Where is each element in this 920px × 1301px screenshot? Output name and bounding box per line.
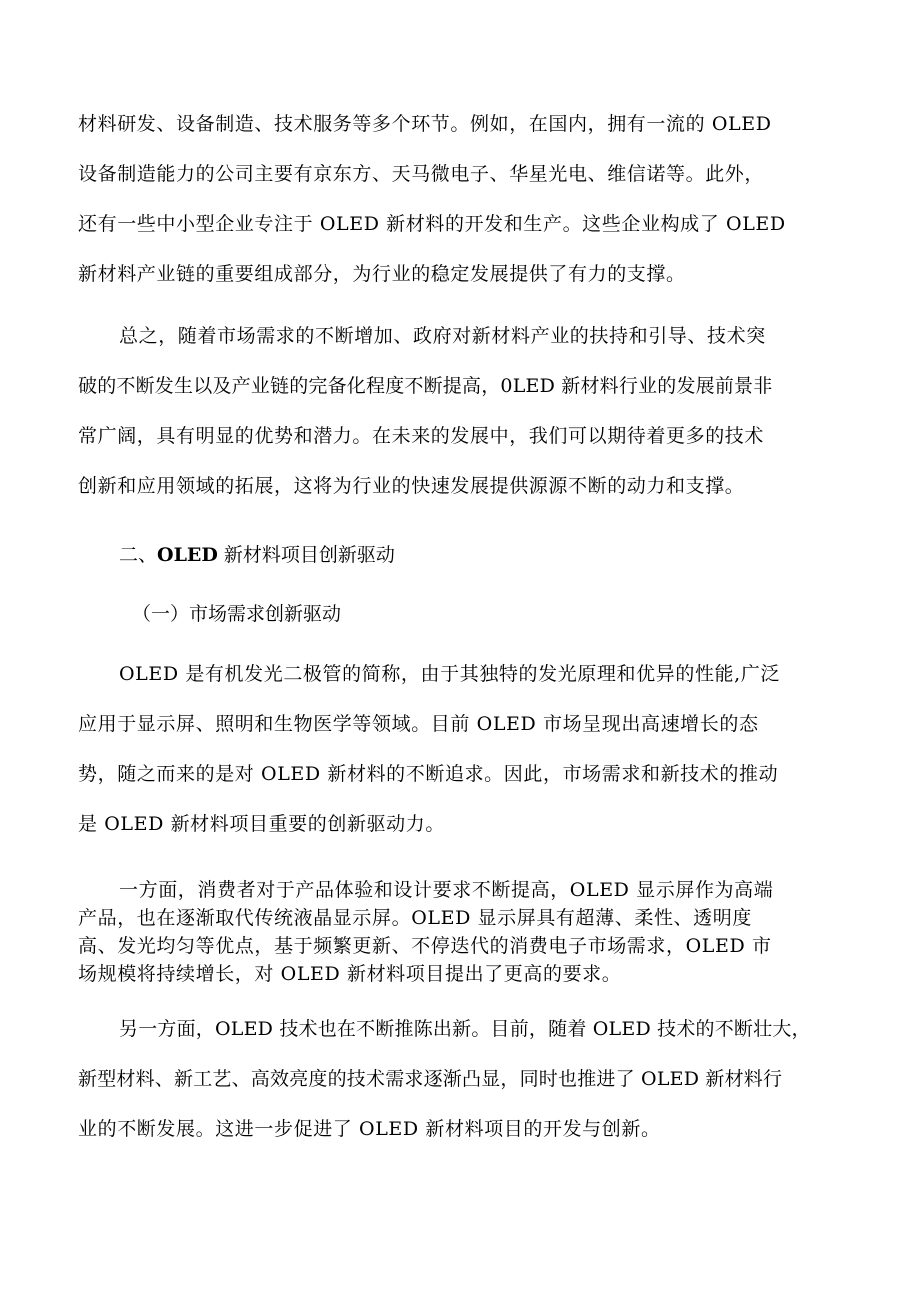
paragraph-line: 是 OLED 新材料项目重要的创新驱动力。 (78, 813, 445, 835)
paragraph-line: OLED 是有机发光二极管的简称，由于其独特的发光原理和优异的性能,广泛 (119, 663, 780, 685)
paragraph-line: 业的不断发展。这进一步促进了 OLED 新材料项目的开发与创新。 (78, 1118, 661, 1140)
paragraph-line: 应用于显示屏、照明和生物医学等领域。目前 OLED 市场呈现出高速增长的态 (78, 713, 759, 735)
paragraph-line: 创新和应用领域的拓展，这将为行业的快速发展提供源源不断的动力和支撑。 (78, 475, 745, 497)
section-heading-en: OLED (157, 544, 218, 566)
subsection-heading: （一）市场需求创新驱动 (132, 603, 342, 625)
section-heading-suffix: 新材料项目创新驱动 (217, 544, 395, 566)
paragraph-line: 还有一些中小型企业专注于 OLED 新材料的开发和生产。这些企业构成了 OLED (78, 213, 786, 235)
paragraph-line: 一方面，消费者对于产品体验和设计要求不断提高，OLED 显示屏作为高端 (119, 879, 774, 901)
paragraph-line: 新材料产业链的重要组成部分，为行业的稳定发展提供了有力的支撑。 (78, 263, 686, 285)
paragraph-line: 产品，也在逐渐取代传统液晶显示屏。OLED 显示屏具有超薄、柔性、透明度 (78, 907, 752, 929)
paragraph-line: 破的不断发生以及产业链的完备化程度不断提高，0LED 新材料行业的发展前景非 (78, 375, 773, 397)
paragraph-line: 新型材料、新工艺、高效亮度的技术需求逐渐凸显，同时也推进了 OLED 新材料行 (78, 1068, 783, 1090)
paragraph-line: 高、发光均匀等优点，基于频繁更新、不停迭代的消费电子市场需求，OLED 市 (78, 935, 772, 957)
section-heading (119, 543, 395, 567)
paragraph-line: 场规模将持续增长，对 OLED 新材料项目提出了更高的要求。 (78, 963, 622, 985)
section-heading-prefix: 二、 (119, 544, 158, 566)
paragraph-line: 材料研发、设备制造、技术服务等多个环节。例如，在国内，拥有一流的 OLED (78, 113, 772, 135)
paragraph-line: 势，随之而来的是对 OLED 新材料的不断追求。因此，市场需求和新技术的推动 (78, 763, 779, 785)
paragraph-line: 常广阔，具有明显的优势和潜力。在未来的发展中，我们可以期待着更多的技术 (78, 425, 765, 447)
paragraph-line: 总之，随着市场需求的不断增加、政府对新材料产业的扶持和引导、技术突 (119, 325, 766, 347)
paragraph-line: 另一方面，OLED 技术也在不断推陈出新。目前，随着 OLED 技术的不断壮大， (119, 1018, 811, 1040)
paragraph-line: 设备制造能力的公司主要有京东方、天马微电子、华星光电、维信诺等。此外， (78, 163, 765, 185)
